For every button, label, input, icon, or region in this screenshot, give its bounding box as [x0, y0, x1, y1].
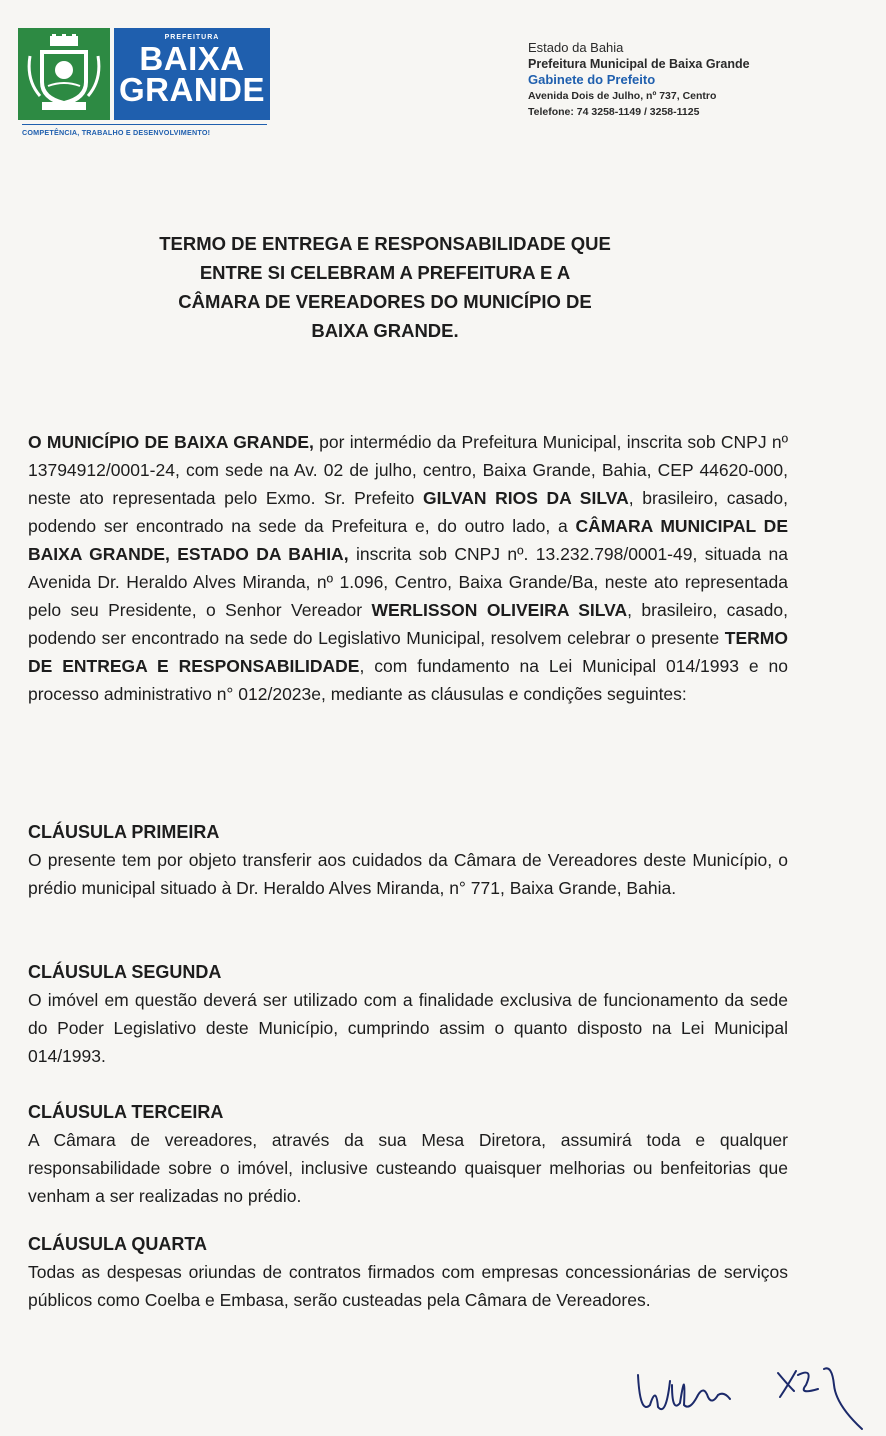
clause-text: A Câmara de vereadores, através da sua Mesa Diretora, assumirá toda e qualquer responsabilidade sobre o imóvel, inclusive custeando quaisquer melhorias ou benfeitorias que venham a ser realizadas no prédio. — [28, 1130, 788, 1206]
termo-name: TERMO DE ENTREGA E RESPONSABILIDADE — [28, 628, 788, 676]
prefeitura-logo — [18, 28, 273, 143]
logo-slogan: COMPETÊNCIA, TRABALHO E DESENVOLVIMENTO! — [22, 128, 211, 137]
state-name: Estado da Bahia — [528, 40, 624, 55]
clause-title: CLÁUSULA SEGUNDA — [28, 962, 222, 982]
logo-prefeitura-text: PREFEITURA — [164, 34, 220, 41]
intro-text: , brasileiro, casado, podendo ser encontrado na sede da Prefeitura e, do outro lado, a — [28, 488, 788, 536]
clause-text: O presente tem por objeto transferir aos cuidados da Câmara de Vereadores deste Município, o prédio municipal situado à Dr. Heraldo Alves Miranda, n° 771, Baixa Grande, Bahia. — [28, 850, 788, 898]
logo-city-line2: GRANDE — [118, 71, 265, 108]
clause-title: CLÁUSULA TERCEIRA — [28, 1102, 224, 1122]
address-text: Avenida Dois de Julho, nº 737, Centro — [528, 90, 717, 102]
gabinete-name: Gabinete do Prefeito — [528, 72, 656, 87]
clause-title: CLÁUSULA QUARTA — [28, 1234, 207, 1254]
title-line: TERMO DE ENTREGA E RESPONSABILIDADE QUE — [159, 233, 611, 254]
slogan-divider — [22, 124, 267, 125]
intro-text: inscrita sob CNPJ nº. 13.232.798/0001-49, situada na Avenida Dr. Heraldo Alves Miranda, nº 1.096, Centro, Baixa Grande/Ba, neste ato representada pelo seu Presidente, o Senhor Vereador — [28, 544, 788, 620]
logo-wordmark — [114, 28, 270, 120]
clause-text: O imóvel em questão deverá ser utilizado com a finalidade exclusiva de funcionamento da sede do Poder Legislativo deste Município, cumprindo assim o quanto disposto na Lei Municipal 014/1993. — [28, 990, 788, 1066]
phone-text: Telefone: 74 3258-1149 / 3258-1125 — [528, 106, 700, 118]
clause-quarta — [28, 1230, 788, 1314]
clause-segunda — [28, 958, 788, 1070]
intro-paragraph — [28, 428, 788, 708]
intro-text: , brasileiro, casado, podendo ser encontrado na sede do Legislativo Municipal, resolvem celebrar o presente — [28, 600, 788, 648]
intro-text: , com fundamento na Lei Municipal 014/1993 e no processo administrativo n° 012/2023e, mediante as cláusulas e condições seguintes: — [28, 656, 788, 704]
document-title — [100, 229, 670, 345]
title-line: ENTRE SI CELEBRAM A PREFEITURA E A — [199, 262, 571, 283]
title-line: CÂMARA DE VEREADORES DO MUNICÍPIO DE — [178, 291, 592, 312]
letterhead-info — [528, 40, 868, 120]
intro-text: por intermédio da Prefeitura Municipal, inscrita sob CNPJ nº 13794912/0001-24, com sede na Av. 02 de julho, centro, Baixa Grande, Bahia, CEP 44620-000, neste ato representada pelo Exmo. Sr. Prefeito — [28, 432, 788, 508]
logo-city-line1: BAIXA — [139, 40, 245, 77]
camara-name: CÂMARA MUNICIPAL DE BAIXA GRANDE, ESTADO DA BAHIA, — [28, 516, 788, 564]
coat-of-arms-icon — [26, 34, 102, 114]
municipio-name: O MUNICÍPIO DE BAIXA GRANDE, — [28, 432, 314, 452]
clause-title: CLÁUSULA PRIMEIRA — [28, 822, 220, 842]
clause-terceira — [28, 1098, 788, 1210]
crest-background — [18, 28, 110, 120]
presidente-name: WERLISSON OLIVEIRA SILVA — [371, 600, 628, 620]
prefeitura-name: Prefeitura Municipal de Baixa Grande — [528, 57, 750, 71]
signature-initials — [628, 1345, 878, 1435]
clause-text: Todas as despesas oriundas de contratos firmados com empresas concessionárias de serviços públicos como Coelba e Embasa, serão custeadas pela Câmara de Vereadores. — [28, 1262, 788, 1310]
clause-primeira — [28, 818, 788, 902]
title-line: BAIXA GRANDE. — [311, 320, 459, 341]
prefeito-name: GILVAN RIOS DA SILVA — [423, 488, 629, 508]
